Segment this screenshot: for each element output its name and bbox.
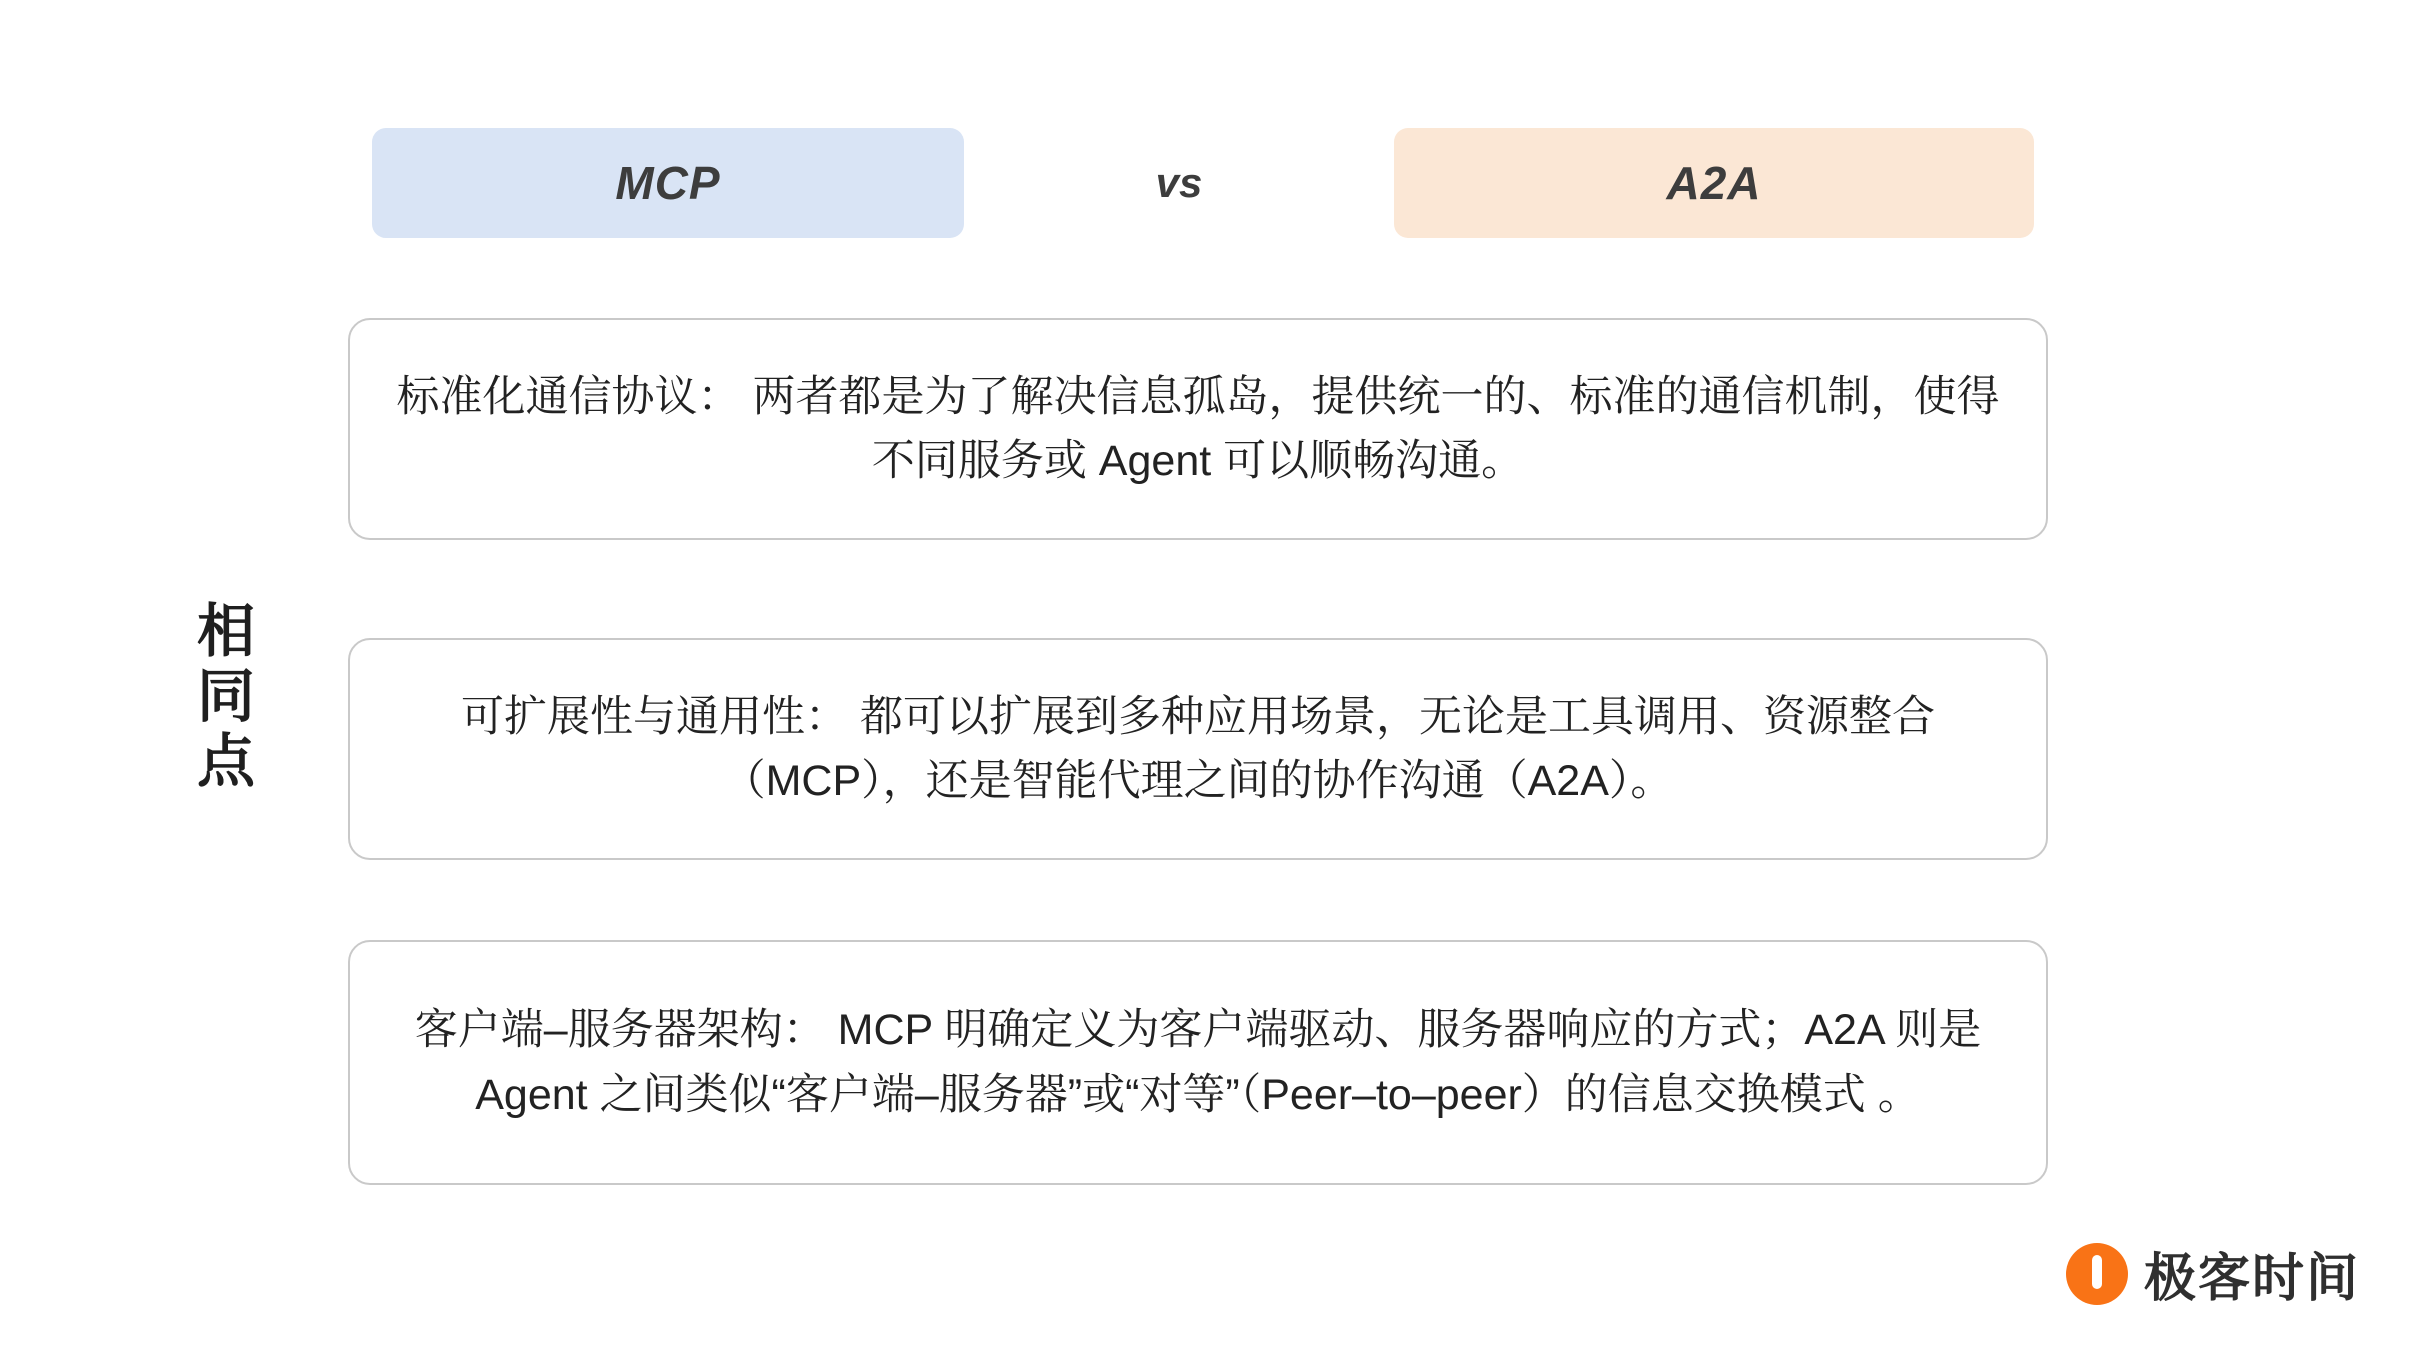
- geekbang-logo-icon: [2066, 1243, 2128, 1305]
- header-pill-mcp: MCP: [372, 128, 964, 238]
- header-pill-a2a: A2A: [1394, 128, 2034, 238]
- similarity-card-text: 客户端–服务器架构： MCP 明确定义为客户端驱动、服务器响应的方式；A2A 则是 Agent 之间类似“客户端–服务器”或“对等”（Peer–to–peer）的信息交换模式 。: [414, 1006, 1982, 1119]
- section-label-char-3: 点: [196, 728, 255, 794]
- similarity-card-text: 标准化通信协议： 两者都是为了解决信息孤岛，提供统一的、标准的通信机制，使得不同服务或 Agent 可以顺畅沟通。: [396, 372, 2000, 485]
- section-label-char-1: 相: [196, 599, 255, 664]
- section-label-char-2: 同: [196, 663, 255, 729]
- section-label-similarities: [186, 600, 266, 795]
- similarity-card: [348, 318, 2048, 540]
- similarity-card-text: 可扩展性与通用性： 都可以扩展到多种应用场景，无论是工具调用、资源整合（MCP），还是智能代理之间的协作沟通（A2A）。: [461, 692, 1935, 805]
- similarity-card: [348, 940, 2048, 1185]
- comparison-header: [372, 128, 2042, 238]
- similarity-card: [348, 638, 2048, 860]
- brand-name: 极客时间: [2143, 1250, 2360, 1308]
- brand-logo: [2066, 1236, 2360, 1311]
- header-separator-vs: vs: [1155, 159, 1203, 206]
